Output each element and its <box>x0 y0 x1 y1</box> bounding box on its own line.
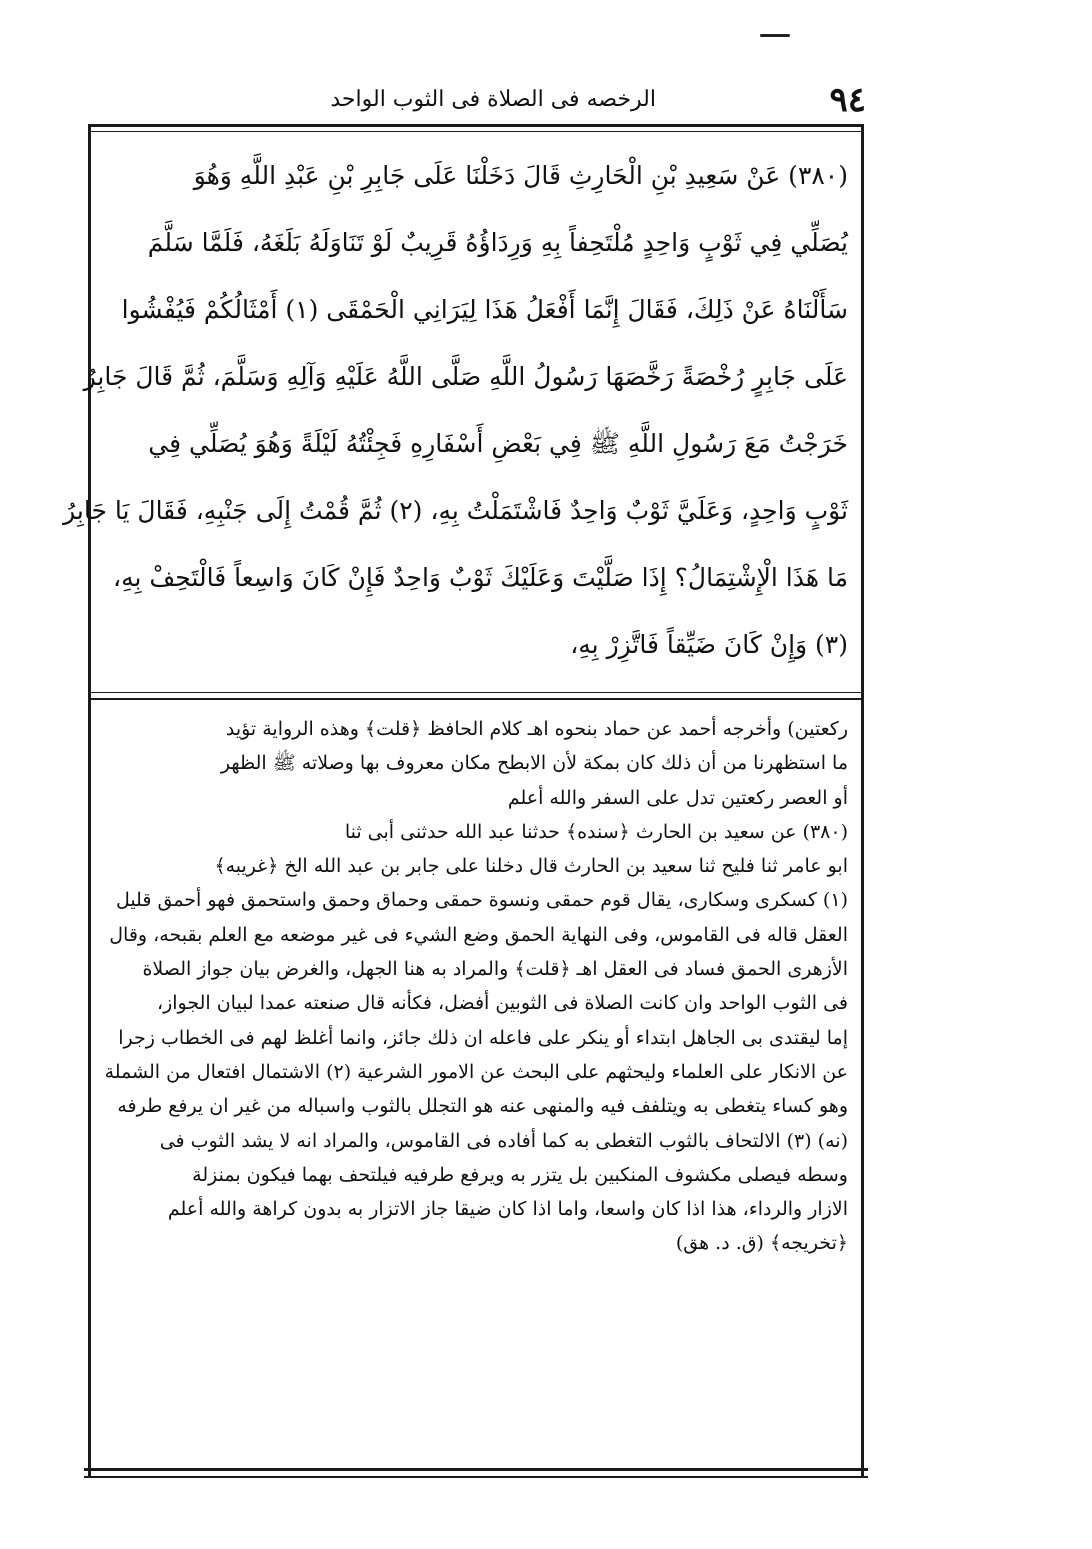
top-rule <box>88 124 864 132</box>
note-line: فى الثوب الواحد وان كانت الصلاة فى الثوبين أفضل، فكأنه قال صنعته عمدا لبيان الجواز، <box>156 992 848 1015</box>
hadith-line: مَا هَذَا الْإِشْتِمَالُ؟ إِذَا صَلَّيْتَ وَعَلَيْكَ ثَوْبٌ وَاحِدٌ فَإِنْ كَانَ وَاسِعاً فَالْتَحِفْ بِهِ، <box>113 563 848 592</box>
note-line: ما استظهرنا من أن ذلك كان بمكة لأن الابطح مكان معروف بها وصلاته ﷺ الظهر <box>220 752 848 775</box>
hadith-line: خَرَجْتُ مَعَ رَسُولِ اللَّهِ ﷺ فِي بَعْضِ أَسْفَارِهِ فَجِئْتُهُ لَيْلَةً وَهُوَ يُصَلِّي فِي <box>148 429 848 458</box>
note-line: العقل قاله فى القاموس، وفى النهاية الحمق وضع الشيء فى غير موضعه مع العلم بقبحه، وقال <box>109 923 848 946</box>
hadith-text <box>63 142 848 678</box>
note-line: ﴿تخريجه﴾ (ق. د. هق) <box>675 1232 848 1255</box>
hadith-line: سَأَلْنَاهُ عَنْ ذَلِكَ، فَقَالَ إِنَّمَا أَفْعَلُ هَذَا لِيَرَانِي الْحَمْقَى (١) أَمْثَالُكُمْ فَيُفْشُوا <box>121 295 848 324</box>
note-line: وهو كساء يتغطى به ويتلفف فيه والمنهى عنه هو التجلل بالثوب واسباله من غير ان يرفع طرفه <box>117 1095 848 1118</box>
hadith-line: عَلَى جَابِرٍ رُخْصَةً رَخَّصَهَا رَسُولُ اللَّهِ صَلَّى اللَّهُ عَلَيْهِ وَآلِهِ وَسَلَّمَ، ثُمَّ قَالَ جَابِرٌ <box>83 362 848 391</box>
note-line: أو العصر ركعتين تدل على السفر والله أعلم <box>507 786 848 809</box>
top-ornament <box>760 34 790 37</box>
hadith-line: (٣) وَإِنْ كَانَ ضَيِّقاً فَاتَّزِرْ بِهِ، <box>570 630 848 659</box>
commentary-notes <box>104 712 848 1261</box>
hadith-line: (٣٨٠) عَنْ سَعِيدِ بْنِ الْحَارِثِ قَالَ دَخَلْنَا عَلَى جَابِرِ بْنِ عَبْدِ اللَّهِ وَهُوَ <box>193 161 848 190</box>
note-line: ابو عامر ثنا فليح ثنا سعيد بن الحارث قال دخلنا على جابر بن عبد الله الخ ﴿غريبه﴾ <box>214 855 848 878</box>
page-number: ٩٤ <box>829 80 866 120</box>
running-title: الرخصه فى الصلاة فى الثوب الواحد <box>330 87 656 112</box>
note-line: إما ليقتدى بى الجاهل ابتداء أو ينكر على فاعله ان ذلك جائز، وانما أغلظ لهم فى الخطاب زجرا <box>118 1026 848 1049</box>
note-line: (نه) (٣) الالتحاف بالثوب التغطى به كما أفاده فى القاموس، والمراد انه لا يشد الثوب فى <box>159 1129 848 1152</box>
page-header <box>96 80 866 120</box>
note-line: (٣٨٠) عن سعيد بن الحارث ﴿سنده﴾ حدثنا عبد الله حدثنى أبى ثنا <box>344 820 848 843</box>
note-line: وسطه فيصلى مكشوف المنكبين بل يتزر به ويرفع طرفيه فيلتحف بهما فيكون بمنزلة <box>192 1163 848 1186</box>
bottom-rule <box>84 1468 868 1478</box>
note-line: (١) كسكرى وسكارى، يقال قوم حمقى ونسوة حمقى وحماق وحمق واستحمق فهو أحمق قليل <box>115 889 848 912</box>
note-line: الأزهرى الحمق فساد فى العقل اهـ ﴿قلت﴾ والمراد به هنا الجهل، والغرض بيان جواز الصلاة <box>142 958 848 981</box>
hadith-line: يُصَلِّي فِي ثَوْبٍ وَاحِدٍ مُلْتَحِفاً بِهِ وَرِدَاؤُهُ قَرِيبٌ لَوْ تَنَاوَلَهُ بَلَغَهُ، فَلَمَّا سَلَّمَ <box>147 228 848 257</box>
note-line: الازار والرداء، هذا اذا كان واسعا، واما اذا كان ضيقا جاز الاتزار به بدون كراهة والله أعلم <box>167 1198 848 1221</box>
section-divider <box>88 692 864 700</box>
note-line: عن الانكار على العلماء وليحثهم على البحث عن الامور الشرعية (٢) الاشتمال افتعال من الشملة <box>104 1060 848 1083</box>
note-line: ركعتين) وأخرجه أحمد عن حماد بنحوه اهـ كلام الحافظ ﴿قلت﴾ وهذه الرواية تؤيد <box>225 718 848 740</box>
hadith-line: ثَوْبٍ وَاحِدٍ، وَعَلَيَّ ثَوْبٌ وَاحِدٌ فَاشْتَمَلْتُ بِهِ، (٢) ثُمَّ قُمْتُ إِلَى جَنْبِهِ، فَقَالَ يَا جَابِرُ <box>63 496 848 525</box>
